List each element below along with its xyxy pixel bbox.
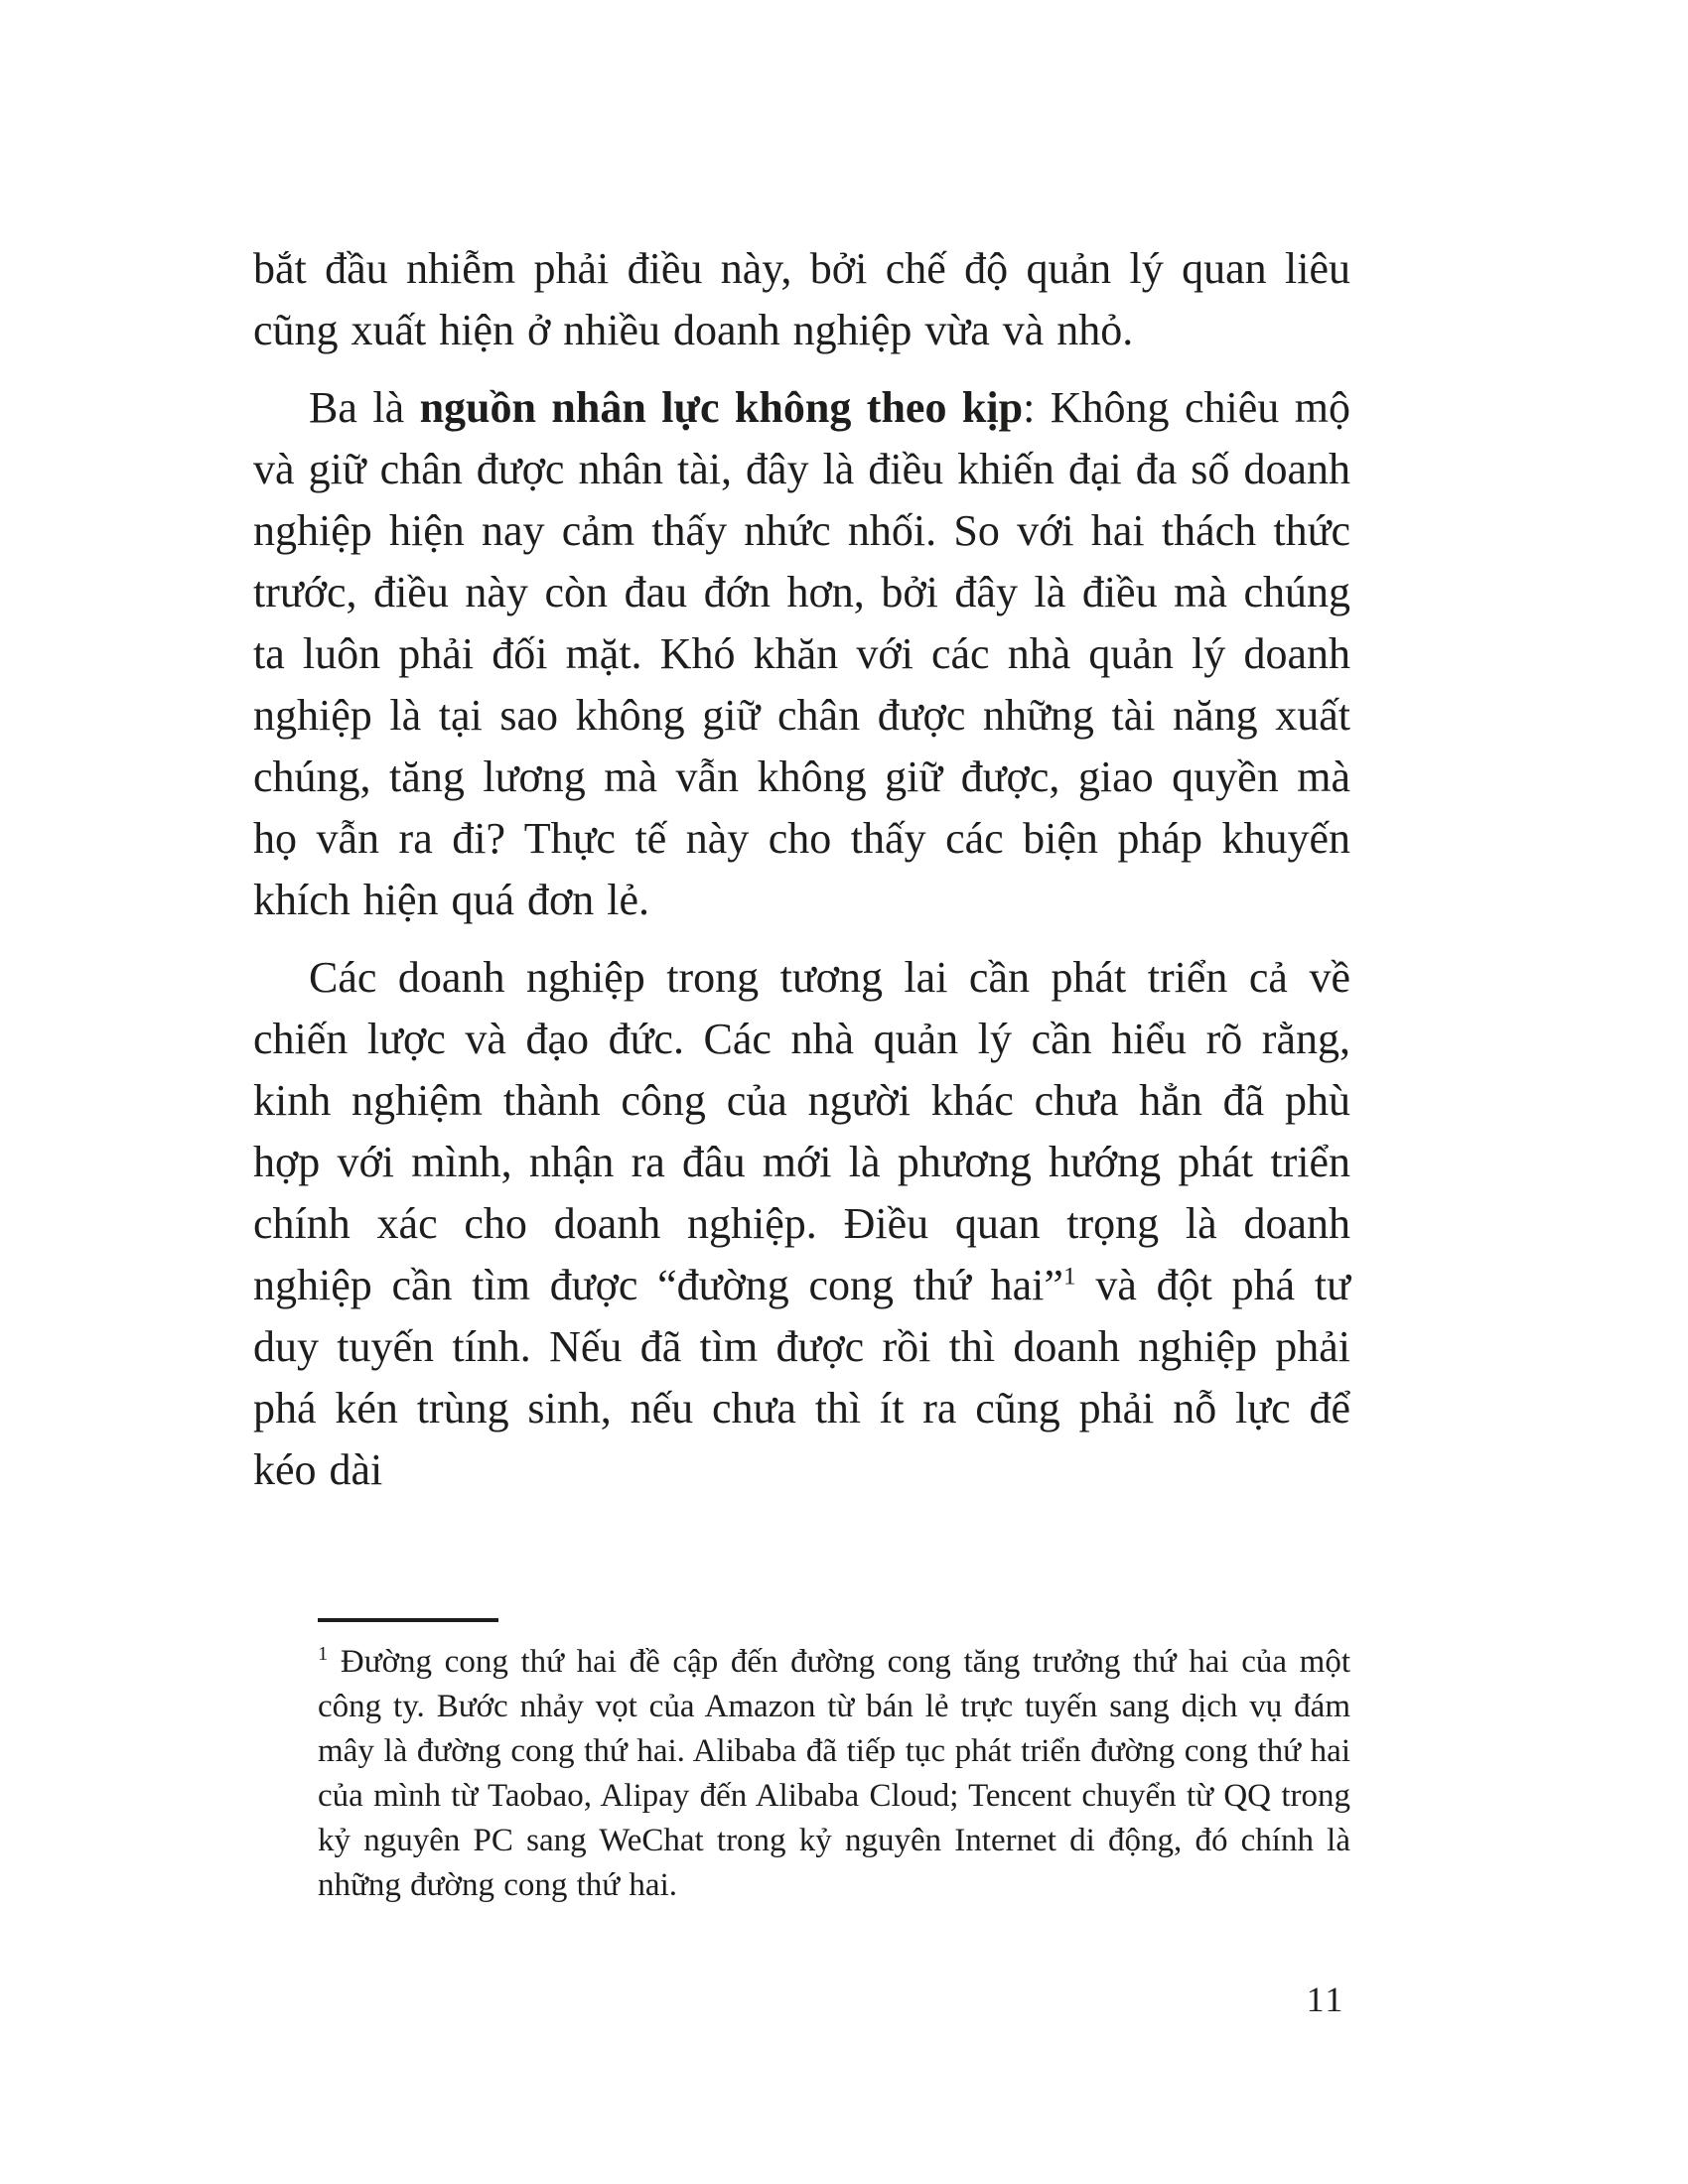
text-run: 1 (1062, 1261, 1076, 1291)
page-body (253, 238, 1350, 1501)
text-run: nguồn nhân lực không theo kịp (419, 383, 1024, 432)
text-run: Ba là (309, 383, 420, 432)
paragraph (253, 377, 1350, 931)
footnote-divider (318, 1618, 498, 1622)
text-run: : Không chiêu mộ và giữ chân được nhân tài, đây là điều khiến đại đa số doanh nghiệp hiện nay cảm thấy nhức nhối. So với hai thách thức trước, điều này còn đau đớn hơn, bởi đây là điều mà chúng ta luôn phải đối mặt. Khó khăn với các nhà quản lý doanh nghiệp là tại sao không giữ chân được những tài năng xuất chúng, tăng lương mà vẫn không giữ được, giao quyền mà họ vẫn ra đi? Thực tế này cho thấy các biện pháp khuyến khích hiện quá đơn lẻ. (253, 383, 1350, 924)
footnote-text: Đường cong thứ hai đề cập đến đường cong tăng trưởng thứ hai của một công ty. Bước nhảy vọt của Amazon từ bán lẻ trực tuyến sang dịch vụ đám mây là đường cong thứ hai. Alibaba đã tiếp tục phát triển đường cong thứ hai của mình từ Taobao, Alipay đến Alibaba Cloud; Tencent chuyển từ QQ trong kỷ nguyên PC sang WeChat trong kỷ nguyên Internet di động, đó chính là những đường cong thứ hai. (318, 1644, 1350, 1903)
text-run: và đột phá tư duy tuyến tính. Nếu đã tìm được rồi thì doanh nghiệp phải phá kén trùng sinh, nếu chưa thì ít ra cũng phải nỗ lực để kéo dài (253, 1261, 1350, 1494)
footnote (318, 1640, 1350, 1908)
paragraph (253, 238, 1350, 361)
text-run: bắt đầu nhiễm phải điều này, bởi chế độ quản lý quan liêu cũng xuất hiện ở nhiều doanh nghiệp vừa và nhỏ. (253, 244, 1350, 354)
page-number: 11 (1306, 1979, 1345, 2019)
footnote-marker: 1 (318, 1643, 329, 1665)
text-run: Các doanh nghiệp trong tương lai cần phát triển cả về chiến lược và đạo đức. Các nhà quản lý cần hiểu rõ rằng, kinh nghiệm thành công của người khác chưa hẳn đã phù hợp với mình, nhận ra đâu mới là phương hướng phát triển chính xác cho doanh nghiệp. Điều quan trọng là doanh nghiệp cần tìm được “đường cong thứ hai” (253, 953, 1350, 1309)
paragraph (253, 947, 1350, 1501)
